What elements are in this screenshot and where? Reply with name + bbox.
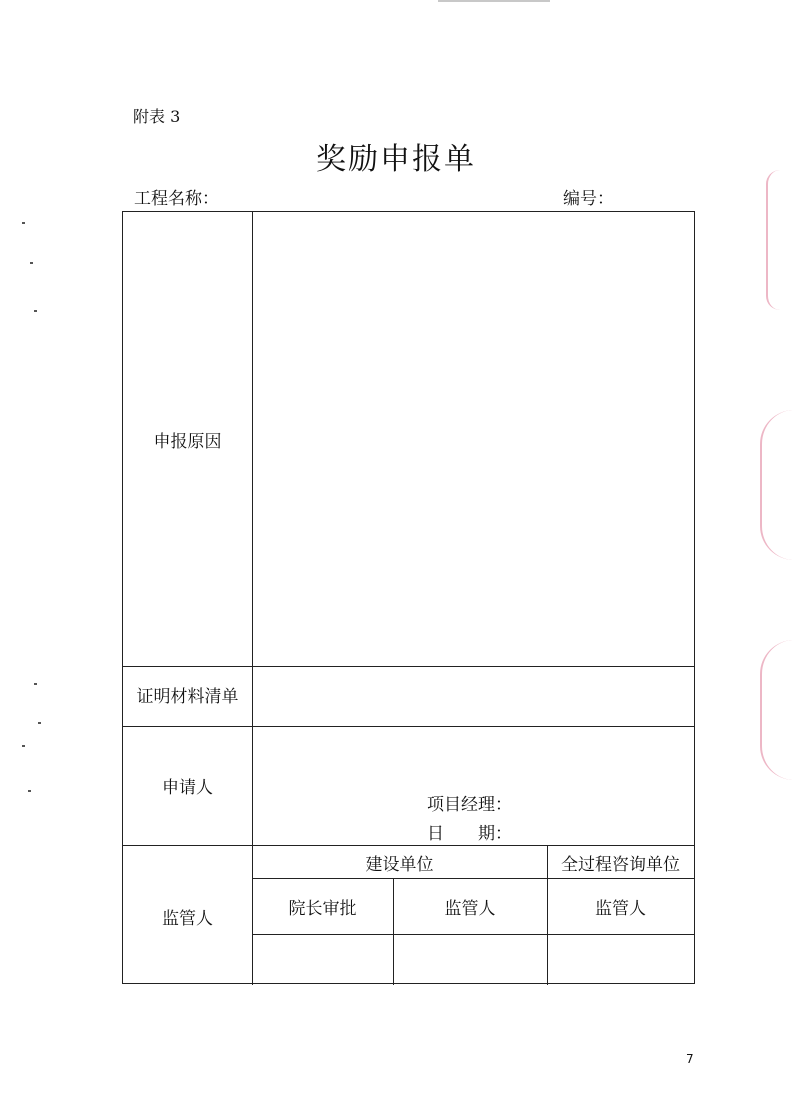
dean-approval-header: 院长审批	[288, 899, 357, 919]
construction-unit-header: 建设单位	[365, 855, 434, 875]
scan-speck	[34, 683, 37, 685]
date-label: 日 期：	[427, 824, 512, 844]
project-manager-label: 项目经理：	[427, 795, 512, 815]
project-name-label: 工程名称：	[134, 189, 219, 209]
supervisor-label: 监管人	[162, 909, 213, 929]
construction-supervisor-signature-field[interactable]	[394, 935, 547, 984]
appendix-label: 附表 3	[133, 107, 181, 126]
consulting-supervisor-signature-field[interactable]	[548, 935, 694, 984]
reason-label: 申报原因	[153, 432, 222, 452]
materials-field[interactable]	[253, 667, 694, 726]
scan-edge-mark	[438, 0, 550, 2]
row-divider-materials	[123, 726, 694, 727]
scan-speck	[22, 222, 25, 224]
scan-speck	[34, 310, 37, 312]
page-title: 奖励申报单	[316, 142, 476, 177]
scan-speck	[22, 745, 25, 747]
consulting-supervisor-header: 监管人	[595, 899, 646, 919]
scan-speck	[38, 722, 41, 724]
partial-seal-mark	[766, 170, 792, 310]
scan-speck	[30, 262, 33, 264]
scan-speck	[28, 790, 31, 792]
construction-supervisor-header: 监管人	[444, 899, 496, 919]
number-label: 编号：	[563, 189, 614, 209]
applicant-label: 申请人	[162, 778, 213, 798]
date-field[interactable]	[523, 817, 688, 841]
project-manager-signature-field[interactable]	[523, 788, 688, 812]
supervisor-header-divider	[252, 878, 694, 879]
partial-seal-mark	[760, 410, 792, 560]
consulting-unit-header: 全过程咨询单位	[561, 855, 680, 875]
dean-approval-signature-field[interactable]	[253, 935, 393, 984]
materials-label: 证明材料清单	[136, 687, 239, 707]
reason-field[interactable]	[253, 213, 694, 666]
reward-application-table	[122, 211, 695, 984]
partial-seal-mark	[760, 640, 792, 780]
page-number: 7	[686, 1052, 694, 1066]
row-divider-applicant	[123, 845, 694, 846]
